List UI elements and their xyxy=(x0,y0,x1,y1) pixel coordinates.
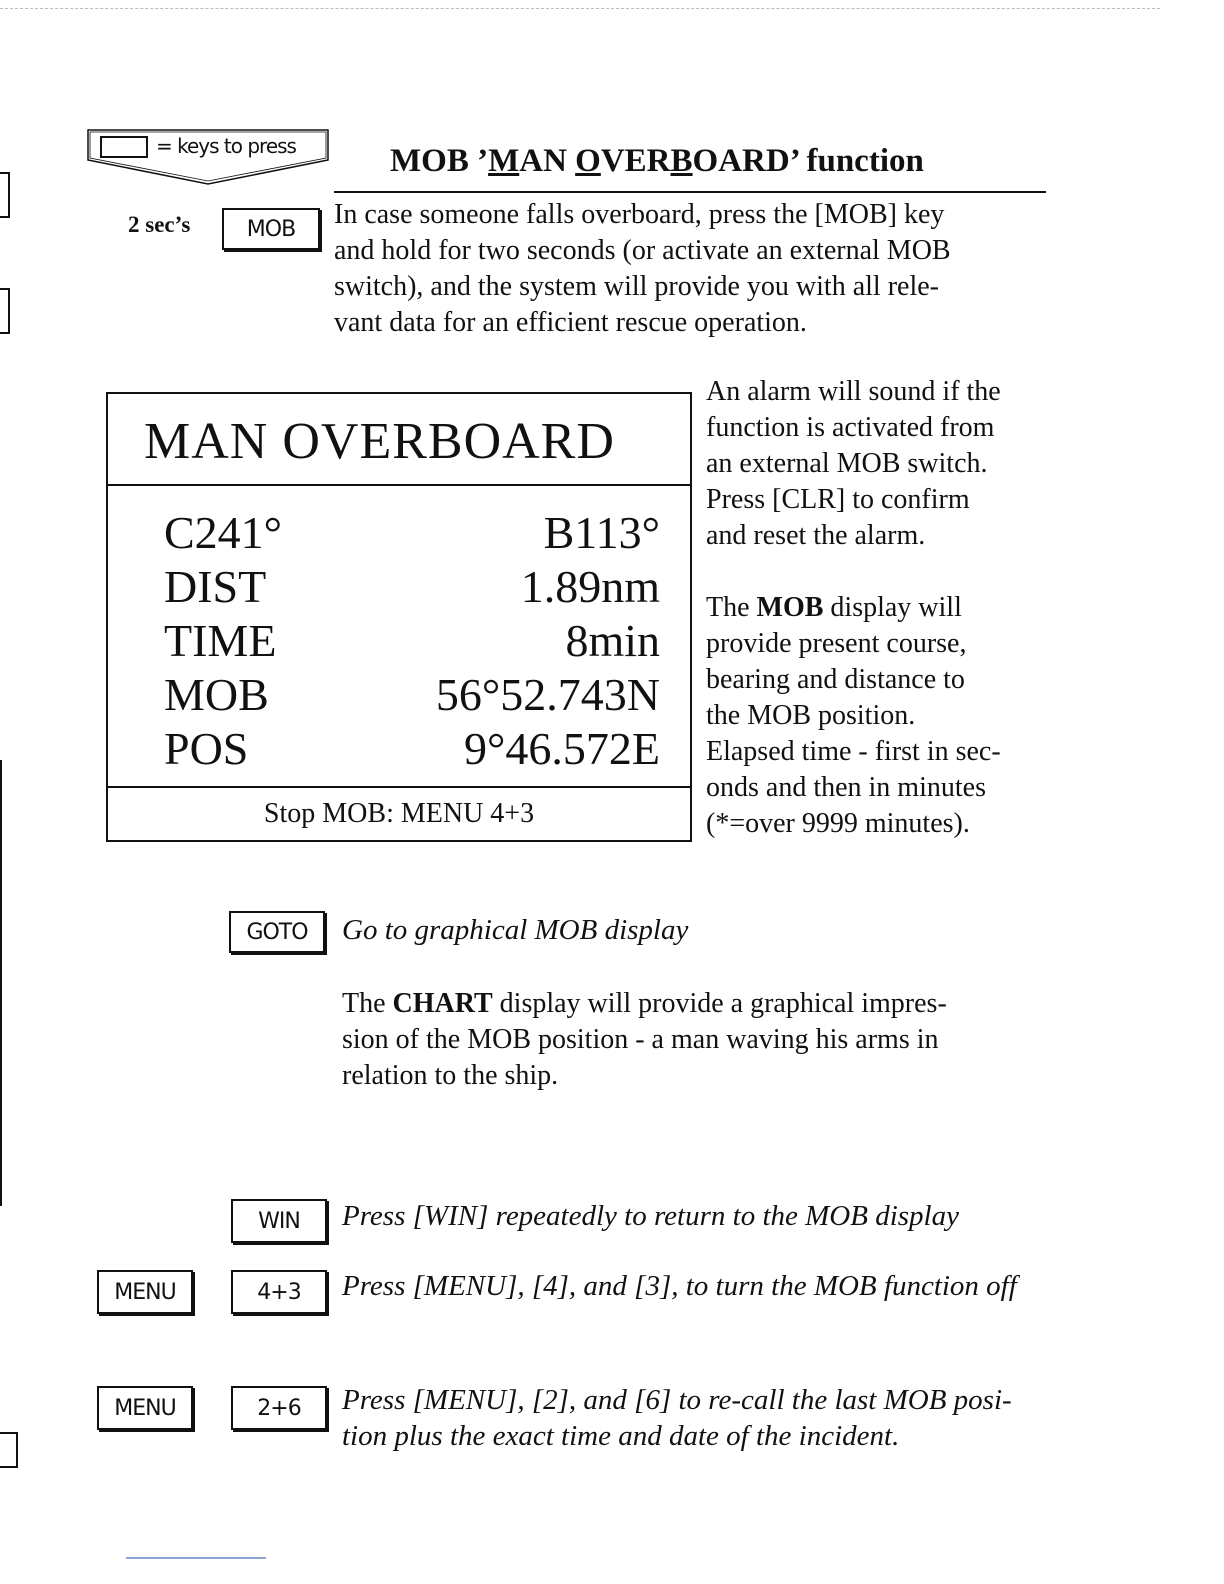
chart-bold: CHART xyxy=(392,988,493,1019)
step-prefix: Press xyxy=(342,1384,413,1416)
mob-key[interactable]: MOB xyxy=(222,208,320,250)
chart-text: The xyxy=(342,988,393,1019)
display-footer: Stop MOB: MENU 4+3 xyxy=(263,798,535,829)
chart-line: relation to the ship. xyxy=(342,1060,559,1091)
key-4-3[interactable]: 4+3 xyxy=(231,1270,327,1314)
chart-line xyxy=(342,986,1042,1022)
hold-duration-label: 2 sec’s xyxy=(128,212,191,237)
step-text: [WIN] repeatedly to return to the MOB display xyxy=(412,1200,959,1232)
title-part: AN xyxy=(519,143,576,179)
display-note xyxy=(706,590,1046,842)
step-prefix: Press xyxy=(342,1200,413,1232)
row-label: C241° xyxy=(164,507,283,558)
step-text: [MENU], [4], and [3], to turn the MOB function off xyxy=(412,1270,1017,1302)
note-line: the MOB position. xyxy=(706,700,916,731)
note-line: Elapsed time - first in sec- xyxy=(706,736,1001,767)
intro-paragraph xyxy=(334,197,1054,341)
step-line: tion plus the exact time and date of the incident. xyxy=(342,1420,900,1452)
note-line: and reset the alarm. xyxy=(706,520,926,551)
intro-line: and hold for two seconds (or activate an external MOB xyxy=(334,235,951,266)
display-row-dist xyxy=(164,560,660,614)
step-text: [MENU], [2], and [6] to re-call the last MOB posi- xyxy=(412,1384,1012,1416)
note-line: bearing and distance to xyxy=(706,664,965,695)
row-value: 8min xyxy=(565,615,660,666)
title-hotkey: O xyxy=(575,143,601,179)
title-rule xyxy=(334,191,1046,193)
goto-caption: Go to graphical MOB display xyxy=(342,914,689,946)
note-line: an external MOB switch. xyxy=(706,448,988,479)
step-prefix: Press xyxy=(342,1270,413,1302)
title-part: MOB ’ xyxy=(390,143,489,179)
bottom-rule xyxy=(126,1557,266,1559)
step-recall-caption xyxy=(342,1382,1012,1454)
scan-edge xyxy=(0,8,1160,9)
page-title xyxy=(390,143,924,180)
note-line: (*=over 9999 minutes). xyxy=(706,808,970,839)
note-line: function is activated from xyxy=(706,412,995,443)
display-row-mob xyxy=(164,668,660,722)
row-label: DIST xyxy=(164,561,267,612)
menu-key[interactable]: MENU xyxy=(97,1386,193,1430)
note-line: An alarm will sound if the xyxy=(706,376,1001,407)
row-value: 1.89nm xyxy=(520,561,660,612)
key-2-6[interactable]: 2+6 xyxy=(231,1386,327,1430)
note-line xyxy=(706,590,1046,626)
chart-paragraph xyxy=(342,986,1042,1094)
display-row-pos xyxy=(164,722,660,776)
intro-line: In case someone falls overboard, press the [MOB] key xyxy=(334,199,945,230)
margin-bracket xyxy=(0,172,10,218)
menu-key[interactable]: MENU xyxy=(97,1270,193,1314)
mob-display-panel xyxy=(106,392,692,842)
note-line: Press [CLR] to confirm xyxy=(706,484,970,515)
note-bold: MOB xyxy=(756,592,824,623)
display-row-course xyxy=(164,506,660,560)
step-mob-off-caption xyxy=(342,1270,1017,1303)
margin-bracket xyxy=(0,1432,18,1468)
row-label: MOB xyxy=(164,669,269,720)
note-line: onds and then in minutes xyxy=(706,772,986,803)
title-part: VER xyxy=(600,143,671,179)
row-label: POS xyxy=(164,723,249,774)
margin-rule xyxy=(0,760,2,1206)
row-label: TIME xyxy=(164,615,277,666)
display-divider xyxy=(108,786,690,788)
margin-bracket xyxy=(0,288,10,334)
row-value: 9°46.572E xyxy=(464,723,660,774)
note-text: The xyxy=(706,592,757,623)
display-title: MAN OVERBOARD xyxy=(144,413,615,470)
goto-key[interactable]: GOTO xyxy=(229,911,325,953)
intro-line: vant data for an efficient rescue operation. xyxy=(334,307,807,338)
chart-line: sion of the MOB position - a man waving his arms in xyxy=(342,1024,939,1055)
title-part: OARD’ function xyxy=(692,143,924,179)
step-line xyxy=(342,1382,1012,1418)
alarm-note xyxy=(706,374,1046,554)
title-hotkey: M xyxy=(488,143,520,179)
legend-text: = keys to press xyxy=(156,134,296,158)
chart-text: display will provide a graphical impres- xyxy=(492,988,947,1019)
display-row-time xyxy=(164,614,660,668)
step-win-caption xyxy=(342,1200,959,1233)
title-hotkey: B xyxy=(670,143,693,179)
row-value: 56°52.743N xyxy=(435,669,660,720)
note-text: display will xyxy=(823,592,962,623)
intro-line: switch), and the system will provide you with all rele- xyxy=(334,271,939,302)
display-divider xyxy=(108,484,690,486)
note-line: provide present course, xyxy=(706,628,967,659)
win-key[interactable]: WIN xyxy=(231,1199,327,1243)
row-value: B113° xyxy=(543,507,660,558)
key-symbol-icon xyxy=(100,136,148,158)
